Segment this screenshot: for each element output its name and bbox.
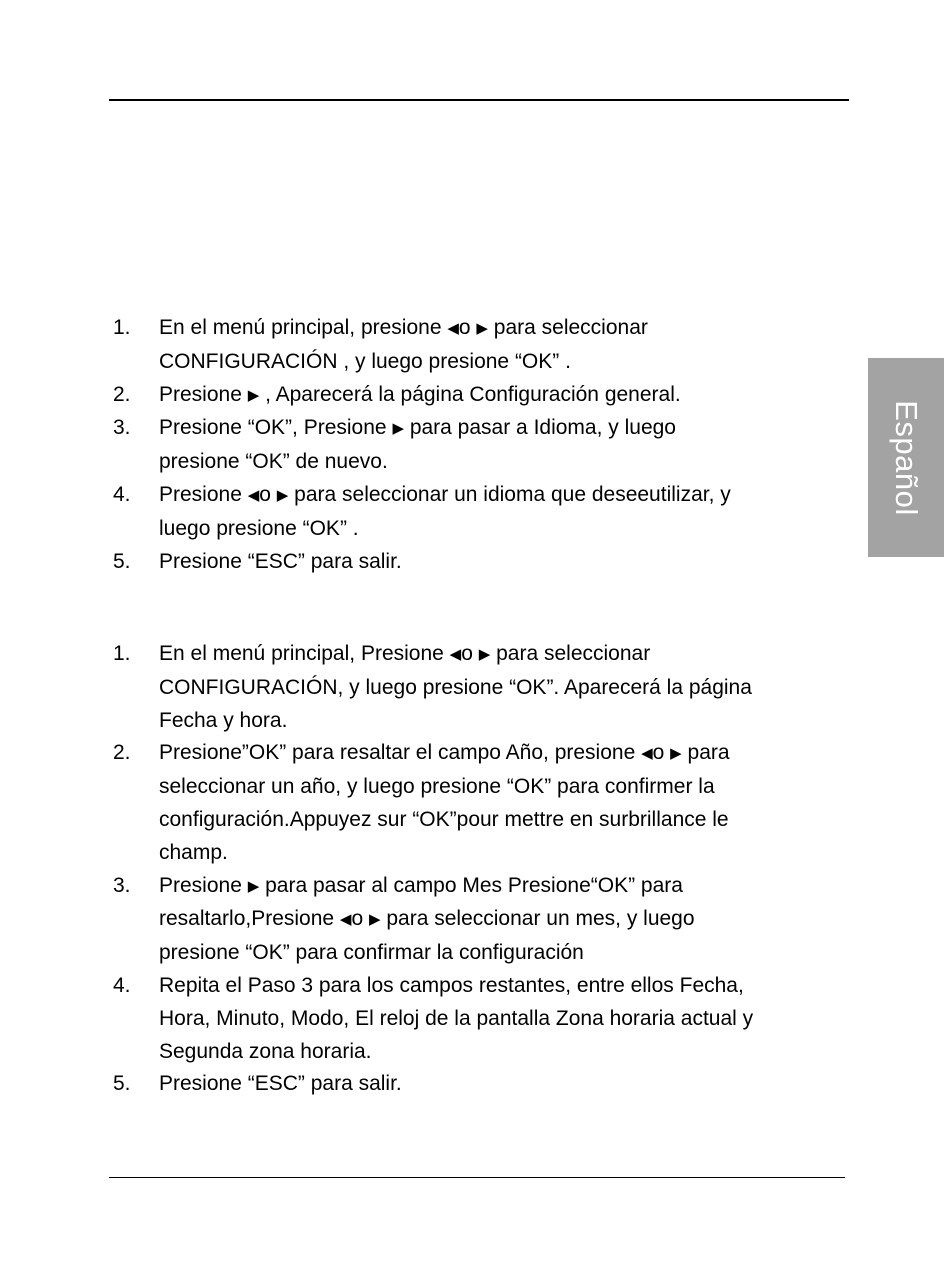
right-arrow-icon: ▶ (276, 486, 289, 504)
list-item (113, 379, 843, 413)
bottom-rule (109, 1177, 845, 1178)
language-side-tab (868, 358, 944, 557)
step-text: Presione (159, 382, 248, 406)
list-item (113, 737, 843, 869)
step-number: 1. (113, 316, 131, 339)
step-text: seleccionar un año, y luego presione “OK” para confirmer la (159, 775, 715, 799)
right-arrow-icon: ▶ (478, 646, 491, 663)
step-number: 2. (113, 382, 131, 406)
top-rule (109, 99, 849, 101)
step-text: o (259, 482, 277, 506)
step-text: En el menú principal, presione (159, 316, 448, 339)
step-text: , Aparecerá la página Configuración general. (259, 382, 681, 406)
step-text: para pasar al campo Mes Presione“OK” para (259, 873, 683, 897)
left-arrow-icon: ◀ (247, 486, 260, 504)
list-item (113, 638, 843, 737)
step-number: 4. (113, 482, 131, 506)
step-number: 2. (113, 741, 131, 765)
right-arrow-icon: ▶ (247, 386, 260, 404)
left-arrow-icon: ◀ (449, 646, 462, 663)
list-item (113, 1068, 843, 1101)
language-tab-label: Español (889, 399, 924, 516)
language-steps-list (113, 312, 843, 578)
step-text: Presione (159, 873, 248, 897)
step-number: 1. (113, 642, 131, 665)
step-text: Presione “ESC” para salir. (159, 1072, 402, 1096)
step-text: Presione “ESC” para salir. (159, 549, 402, 573)
step-number: 5. (113, 1072, 131, 1096)
step-text: resaltarlo,Presione (159, 907, 340, 931)
right-arrow-icon: ▶ (476, 320, 488, 337)
step-text: para (681, 741, 730, 765)
right-arrow-icon: ▶ (368, 911, 381, 929)
step-text: champ. (159, 840, 228, 864)
step-text: presione “OK” para confirmar la configuración (159, 941, 584, 965)
step-text: Segunda zona horaria. (159, 1039, 372, 1063)
step-text: Repita el Paso 3 para los campos restantes, entre ellos Fecha, (159, 973, 744, 997)
left-arrow-icon: ◀ (447, 320, 459, 337)
step-number: 3. (113, 873, 131, 897)
right-arrow-icon: ▶ (392, 420, 404, 438)
step-text: para pasar a Idioma, y luego (403, 416, 676, 440)
list-item (113, 312, 843, 379)
step-text: presione “OK” de nuevo. (159, 450, 388, 474)
step-text: o (461, 642, 479, 665)
left-arrow-icon: ◀ (641, 745, 653, 763)
step-text: para seleccionar (490, 642, 651, 665)
step-text: luego presione “OK” . (159, 516, 359, 540)
step-text: para seleccionar un mes, y luego (380, 907, 695, 931)
step-text: o (351, 907, 369, 931)
step-text: configuración.Appuyez sur “OK”pour mettre en surbrillance le (159, 807, 729, 831)
step-text: Presione”OK” para resaltar el campo Año, presione (159, 741, 642, 765)
right-arrow-icon: ▶ (670, 745, 682, 763)
step-text: Presione (159, 482, 248, 506)
step-text: CONFIGURACIÓN , y luego presione “OK” . (159, 349, 571, 373)
list-item (113, 412, 843, 479)
step-text: Fecha y hora. (159, 708, 288, 732)
step-text: Hora, Minuto, Modo, El reloj de la pantalla Zona horaria actual y (159, 1006, 754, 1030)
list-item (113, 546, 843, 579)
step-text: Presione “OK”, Presione (159, 416, 393, 440)
list-item (113, 870, 843, 970)
step-text: CONFIGURACIÓN, y luego presione “OK”. Aparecerá la página (159, 675, 752, 699)
step-number: 4. (113, 973, 131, 997)
left-arrow-icon: ◀ (339, 911, 352, 929)
step-text: o (652, 741, 671, 765)
list-item (113, 479, 843, 546)
right-arrow-icon: ▶ (247, 877, 260, 895)
step-text: para seleccionar (487, 316, 648, 339)
list-item (113, 970, 843, 1068)
step-text: o (458, 316, 477, 339)
step-text: En el menú principal, Presione (159, 642, 450, 665)
step-number: 5. (113, 549, 131, 573)
datetime-steps-list (113, 638, 843, 1101)
step-number: 3. (113, 416, 131, 440)
step-text: para seleccionar un idioma que deseeutilizar, y (288, 482, 731, 506)
